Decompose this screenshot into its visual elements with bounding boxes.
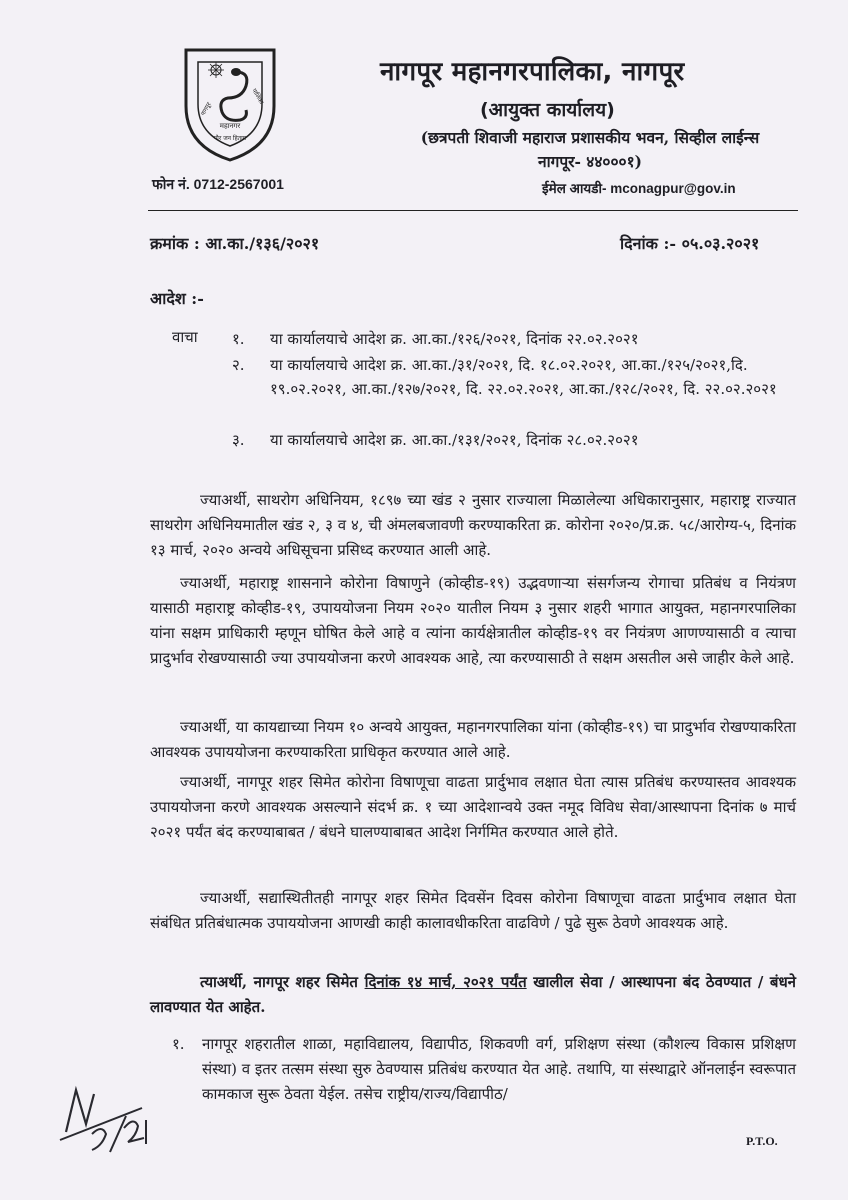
whereas-paragraph-3: ज्याअर्थी, या कायद्याच्या नियम १० अन्वये आयुक्त, महानगरपालिका यांना (कोव्हीड-१९) चा प्रादुर्भाव रोखण्याकरिता आवश्यक उपाययोजना करण्याकरिता प्राधिकृत करण्यात आले आहे. — [150, 718, 796, 761]
handwritten-initials-icon — [52, 1080, 162, 1160]
order-heading: आदेश :- — [150, 289, 204, 308]
emblem-right-text: पालिका — [250, 87, 265, 106]
whereas-paragraph-4: ज्याअर्थी, नागपूर शहर सिमेत कोरोना विषाणूचा वाढता प्रार्दुभाव लक्षात घेता त्यास प्रतिबंध करण्यास्तव आवश्यक उपाययोजना करणे आवश्यक असल्याने संदर्भ क्र. १ च्या आदेशान्वये उक्त नमूद विविध सेवा/आस्थापना दिनांक ७ मार्च २०२१ पर्यंत बंद करण्याबाबत / बंधने घालण्याबाबत आदेश निर्गमित करण्यात आले होते. — [150, 773, 796, 841]
read-item-text: या कार्यालयाचे आदेश क्र. आ.का./१३१/२०२१, दिनांक २८.०२.२०२१ — [270, 431, 639, 449]
page-turn-over: P.T.O. — [746, 1134, 778, 1148]
whereas-paragraph-5: ज्याअर्थी, सद्यास्थितीतही नागपूर शहर सिमेत दिवसेंन दिवस कोरोना विषाणूचा वाढता प्रार्दुभाव लक्षात घेता संबंधित प्रतिबंधात्मक उपाययोजना आणखी काही कालावधीकरिता वाढविणे / पुढे सुरू ठेवणे आवश्यक आहे. — [150, 889, 796, 932]
email-address: ईमेल आयडी- mconagpur@gov.in — [542, 181, 736, 196]
nmc-emblem-icon — [180, 42, 280, 164]
directive-date-underlined: दिनांक १४ मार्च, २०२१ पर्यंत — [364, 973, 527, 991]
read-item-number: २. — [232, 356, 245, 374]
directive-paragraph — [150, 970, 796, 1020]
list-item-text: नागपूर शहरातील शाळा, महाविद्यालय, विद्यापीठ, शिकवणी वर्ग, प्रशिक्षण संस्था (कौशल्य विकास प्रशिक्षण संस्था) व इतर तत्सम संस्था सुरु ठेवण्यास प्रतिबंध करण्यात येत आहे. तथापि, या संस्थाद्वारे ऑनलाईन स्वरूपात कामकाज सुरू ठेवता येईल. तसेच राष्ट्रीय/राज्य/विद्यापीठ/ — [202, 1035, 796, 1103]
emblem-left-text: नागपूर — [199, 101, 213, 117]
header-divider — [148, 210, 798, 211]
directive-text-after: खालील सेवा / आस्थापना बंद ठेवण्यात / बंधने लावण्यात येत आहेत. — [150, 973, 796, 1016]
whereas-paragraph-2: ज्याअर्थी, महाराष्ट्र शासनाने कोरोना विषाणुने (कोव्हीड-१९) उद्भवणाऱ्या संसर्गजन्य रोगाचा प्रतिबंध व नियंत्रण यासाठी महाराष्ट्र कोव्हीड-१९, उपाययोजना नियम २०२० यातील नियम ३ नुसार शहरी भागात आयुक्त, महानगरपालिका यांना सक्षम प्राधिकारी म्हणून घोषित केले आहे व त्यांना कार्यक्षेत्रातील कोव्हीड-१९ वर नियंत्रण आणण्यासाठी व त्याचा प्रादुर्भाव रोखण्यासाठी ज्या उपाययोजना करणे आवश्यक आहे, त्या करण्यासाठी ते सक्षम असतील असे जाहीर केले आहे. — [150, 574, 796, 667]
office-title: नागपूर महानगरपालिका, नागपूर — [380, 57, 685, 87]
phone-number: फोन नं. 0712-2567001 — [152, 176, 284, 192]
whereas-paragraph-1: ज्याअर्थी, साथरोग अधिनियम, १८९७ च्या खंड २ नुसार राज्याला मिळालेल्या अधिकारानुसार, महाराष्ट्र राज्यात साथरोग अधिनियमातील खंड २, ३ व ४, ची अंमलबजावणी करण्याकरिता क्र. कोरोना २०२०/प्र.क्र. ५८/आरोग्य-५, दिनांक १३ मार्च, २०२० अन्वये अधिसूचना प्रसिध्द करण्यात आली आहे. — [150, 491, 796, 559]
read-label: वाचा — [172, 328, 198, 346]
directive-text-before: त्याअर्थी, नागपूर शहर सिमेत — [200, 973, 365, 991]
read-item-text: या कार्यालयाचे आदेश क्र. आ.का./१२६/२०२१, दिनांक २२.०२.२०२१ — [270, 330, 639, 348]
emblem-motto: पौर जन हिताय — [213, 135, 247, 142]
read-item-number: ३. — [232, 431, 245, 449]
emblem-center-text: महानगर — [219, 122, 241, 130]
office-address-line1: (छत्रपती शिवाजी महाराज प्रशासकीय भवन, सिव्हील लाईन्स — [420, 128, 760, 147]
office-subtitle: (आयुक्त कार्यालय) — [480, 99, 615, 121]
reference-date: दिनांक :- ०५.०३.२०२१ — [620, 234, 760, 253]
list-item-number: १. — [172, 1035, 185, 1053]
office-address-line2: नागपूर- ४४०००१) — [537, 152, 642, 171]
read-item-text: या कार्यालयाचे आदेश क्र. आ.का./३१/२०२१, दि. १८.०२.२०२१, आ.का./१२५/२०२१,दि. १९.०२.२०२१, आ.का./१२७/२०२१, दि. २२.०२.२०२१, आ.का./१२८/२०२१, दि. २२.०२.२०२१ — [270, 356, 777, 398]
reference-number: क्रमांक : आ.का./१३६/२०२१ — [150, 234, 320, 253]
read-item-number: १. — [232, 330, 245, 348]
